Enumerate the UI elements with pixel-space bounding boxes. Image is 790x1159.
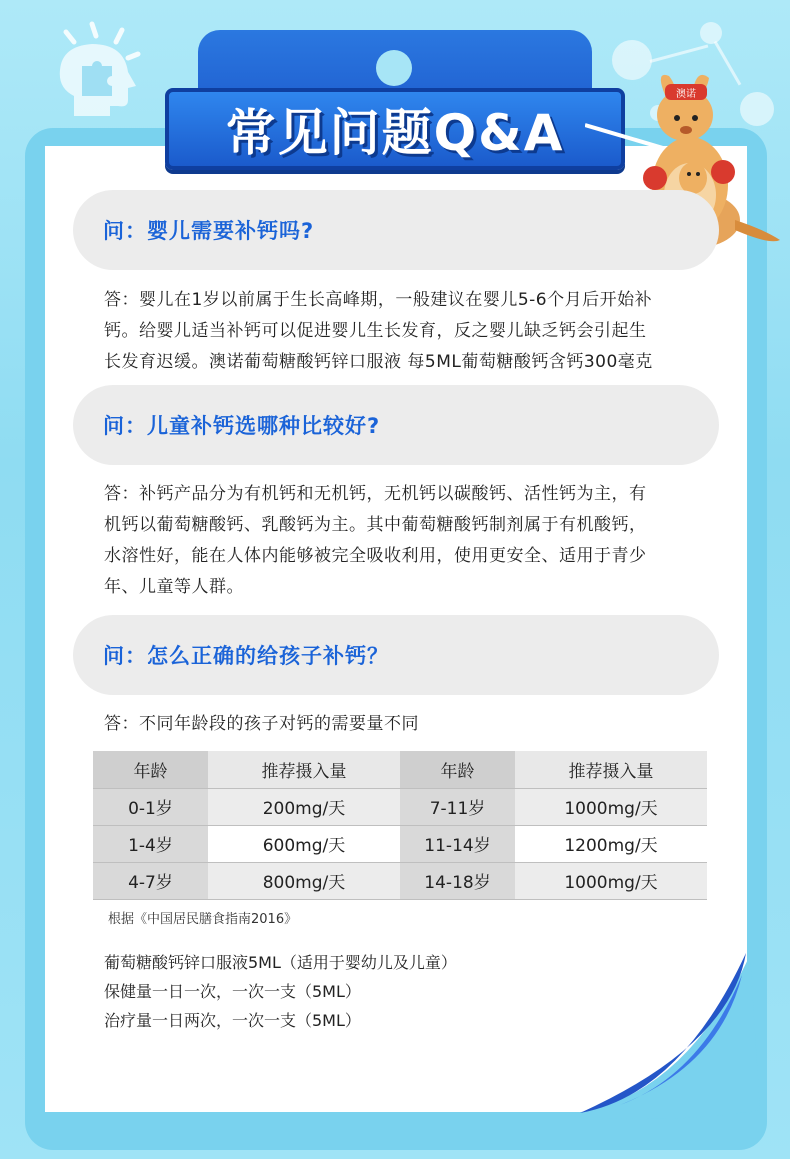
answer-3-line: 答：不同年龄段的孩子对钙的需要量不同 xyxy=(104,714,419,734)
table-row xyxy=(93,825,707,862)
answer-2-line: 年、儿童等人群。 xyxy=(104,577,244,597)
answer-2 xyxy=(104,479,714,603)
table-header: 年龄 xyxy=(400,751,515,788)
question-bubble-2 xyxy=(73,385,719,465)
question-bubble-3 xyxy=(73,615,719,695)
table-cell: 600mg/天 xyxy=(208,825,400,862)
table-cell: 200mg/天 xyxy=(208,788,400,825)
table-cell: 11-14岁 xyxy=(400,825,515,862)
table-cell: 1200mg/天 xyxy=(515,825,707,862)
table-cell: 1000mg/天 xyxy=(515,788,707,825)
table-row xyxy=(93,788,707,825)
answer-2-line: 水溶性好，能在人体内能够被完全吸收利用，使用更安全、适用于青少 xyxy=(104,546,647,566)
table-cell: 14-18岁 xyxy=(400,862,515,899)
question-1: 问：婴儿需要补钙吗? xyxy=(103,219,315,243)
table-cell: 1-4岁 xyxy=(93,825,208,862)
table-header: 推荐摄入量 xyxy=(208,751,400,788)
table-cell: 1000mg/天 xyxy=(515,862,707,899)
banner-tab-hole xyxy=(376,50,412,86)
table-row xyxy=(93,862,707,899)
answer-2-line: 机钙以葡萄糖酸钙、乳酸钙为主。其中葡萄糖酸钙制剂属于有机酸钙， xyxy=(104,515,647,535)
mascot-badge: 澳诺 xyxy=(676,89,696,100)
page-curl-decoration xyxy=(560,935,770,1130)
table-cell: 7-11岁 xyxy=(400,788,515,825)
answer-3 xyxy=(104,709,714,740)
answer-1-line: 钙。给婴儿适当补钙可以促进婴儿生长发育，反之婴儿缺乏钙会引起生 xyxy=(104,321,647,341)
question-3: 问：怎么正确的给孩子补钙？ xyxy=(103,644,389,668)
answer-1-line: 长发育迟缓。澳诺葡萄糖酸钙锌口服液 每5ML葡萄糖酸钙含钙300毫克 xyxy=(104,352,653,372)
table-cell: 0-1岁 xyxy=(93,788,208,825)
table-header: 年龄 xyxy=(93,751,208,788)
answer-2-line: 答：补钙产品分为有机钙和无机钙，无机钙以碳酸钙、活性钙为主，有 xyxy=(104,484,647,504)
table-header: 推荐摄入量 xyxy=(515,751,707,788)
table-cell: 4-7岁 xyxy=(93,862,208,899)
dosage-notes xyxy=(104,948,457,1035)
table-source: 根据《中国居民膳食指南2016》 xyxy=(108,912,298,927)
table-header-row xyxy=(93,751,707,788)
dosage-note: 葡萄糖酸钙锌口服液5ML（适用于婴幼儿及儿童） xyxy=(104,953,457,972)
page-title: 常见问题Q&A xyxy=(225,104,565,162)
answer-1-line: 答：婴儿在1岁以前属于生长高峰期，一般建议在婴儿5-6个月后开始补 xyxy=(104,290,653,310)
head-puzzle-icon xyxy=(44,16,154,116)
question-bubble-1 xyxy=(73,190,719,270)
dosage-note: 保健量一日一次，一次一支（5ML） xyxy=(104,982,361,1001)
dosage-note: 治疗量一日两次，一次一支（5ML） xyxy=(104,1011,361,1030)
calcium-intake-table xyxy=(93,751,707,900)
title-banner xyxy=(165,88,625,170)
table-cell: 800mg/天 xyxy=(208,862,400,899)
question-2: 问：儿童补钙选哪种比较好? xyxy=(103,414,381,438)
answer-1 xyxy=(104,285,714,378)
